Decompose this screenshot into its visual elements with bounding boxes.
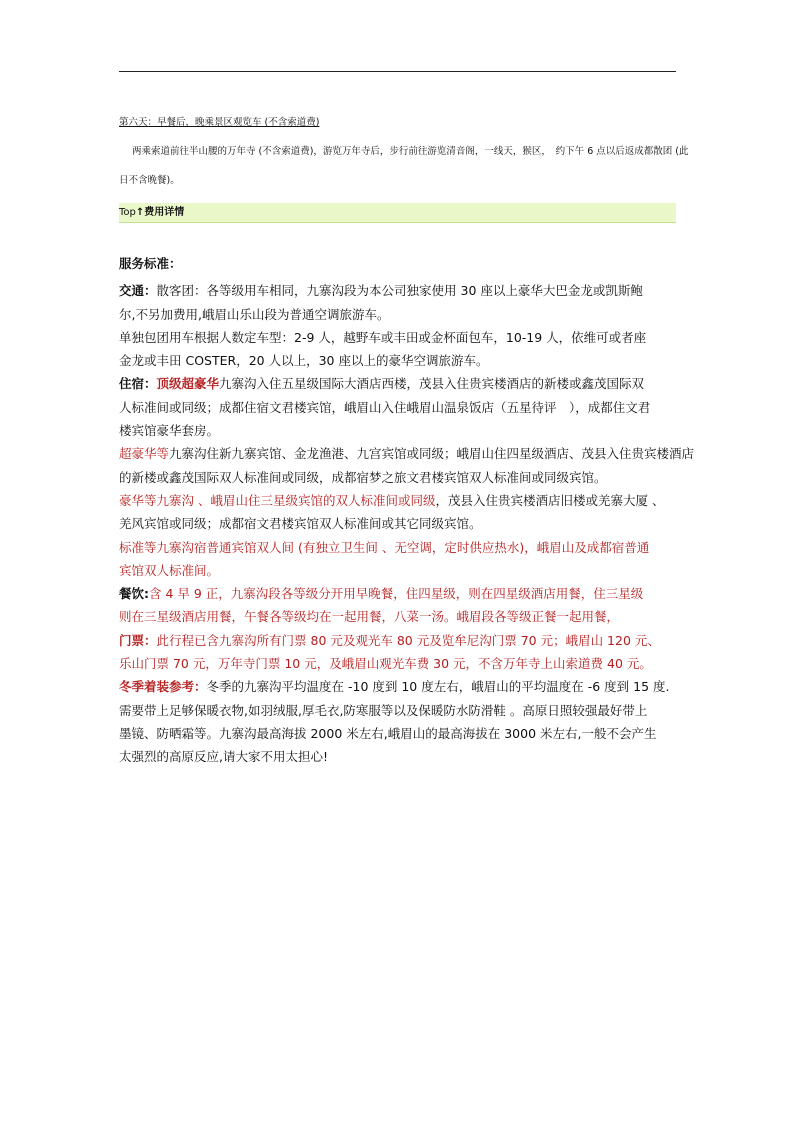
up-arrow-icon: ↑ <box>135 207 145 218</box>
meals-line2: 则在三星级酒店用餐，午餐各等级均在一起用餐，八菜一汤。峨眉段各等级正餐一起用餐， <box>119 609 620 625</box>
lodging-superlux-line2: 的新楼或鑫茂国际双人标准间或同级，成都宿梦之旅文君楼宾馆双人标准间或同级宾馆。 <box>119 469 607 485</box>
day6-title: 第六天：早餐后，晚乘景区观览车 (不含索道费) <box>119 117 320 128</box>
meals-line1: 餐饮:含 4 早 9 正，九寨沟段各等级分开用早晚餐，住四星级，则在四星级酒店用餐，住三星级 <box>119 586 644 602</box>
day6-desc-line2: 日不含晚餐)。 <box>119 175 180 186</box>
fee-details-bar <box>119 203 676 223</box>
lodging-superlux-line1: 超豪华等九寨沟住新九寨宾馆、金龙渔港、九宫宾馆或同级；峨眉山住四星级酒店、茂县入住贵宾楼酒店 <box>119 446 695 462</box>
lodging-line3: 楼宾馆豪华套房。 <box>119 423 220 439</box>
clothing-line1: 冬季着装参考：冬季的九寨沟平均温度在 -10 度到 10 度左右，峨眉山的平均温度在 -6 度到 15 度. <box>119 679 670 695</box>
fee-details-label: 费用详情 <box>144 207 185 218</box>
traffic-line4: 金龙或丰田 COSTER，20 人以上，30 座以上的豪华空调旅游车。 <box>119 353 489 369</box>
traffic-line2: 尔,不另加费用,峨眉山乐山段为普通空调旅游车。 <box>119 306 390 322</box>
clothing-line4: 太强烈的高原反应,请大家不用太担心! <box>119 749 328 765</box>
tickets-line2: 乐山门票 70 元，万年寺门票 10 元，及峨眉山观光车费 30 元，不含万年寺上山索道费 40 元。 <box>119 656 652 672</box>
clothing-line2: 需要带上足够保暖衣物,如羽绒服,厚毛衣,防寒服等以及保暖防水防滑鞋 。高原日照较强最好带上 <box>119 702 648 718</box>
clothing-line3: 墨镜、防晒霜等。九寨沟最高海拔 2000 米左右,峨眉山的最高海拔在 3000 米左右,一般不会产生 <box>119 725 657 741</box>
service-standards <box>119 252 695 769</box>
traffic-line3: 单独包团用车根据人数定车型：2-9 人，越野车或丰田或金杯面包车，10-19 人，依维可或者座 <box>119 329 647 345</box>
lodging-standard-line2: 宾馆双人标准间。 <box>119 562 220 578</box>
lodging-line2: 人标准间或同级；成都住宿文君楼宾馆，峨眉山入住峨眉山温泉饭店（五星待评 ），成都住文君 <box>119 399 651 415</box>
header-rule <box>119 71 676 72</box>
service-heading: 服务标准： <box>119 256 182 271</box>
traffic-line1: 交通：散客团：各等级用车相同，九寨沟段为本公司独家使用 30 座以上豪华大巴金龙或凯斯鲍 <box>119 283 643 299</box>
day6-desc-line1: 两乘索道前往半山腰的万年寺 (不含索道费)，游览万年寺后，步行前往游览清音阁，一线天，猴区， 约下午 6 点以后返成都散团 (此 <box>132 146 689 157</box>
lodging-line1: 住宿：顶级超豪华九寨沟入住五星级国际大酒店西楼，茂县入住贵宾楼酒店的新楼或鑫茂国际双 <box>119 376 645 392</box>
lodging-standard-line1: 标准等九寨沟宿普通宾馆双人间 (有独立卫生间 、无空调，定时供应热水)，峨眉山及成都宿普通 <box>119 539 650 555</box>
lodging-lux-line1: 豪华等九寨沟 、峨眉山住三星级宾馆的双人标准间或同级，茂县入住贵宾楼酒店旧楼或羌寨大厦 、 <box>119 492 665 508</box>
top-link[interactable]: Top <box>119 207 136 218</box>
lodging-lux-line2: 羌风宾馆或同级；成都宿文君楼宾馆双人标准间或其它同级宾馆。 <box>119 516 482 532</box>
tickets-line1: 门票：此行程已含九寨沟所有门票 80 元及观光车 80 元及览牟尼沟门票 70 元；峨眉山 120 元、 <box>119 632 660 648</box>
